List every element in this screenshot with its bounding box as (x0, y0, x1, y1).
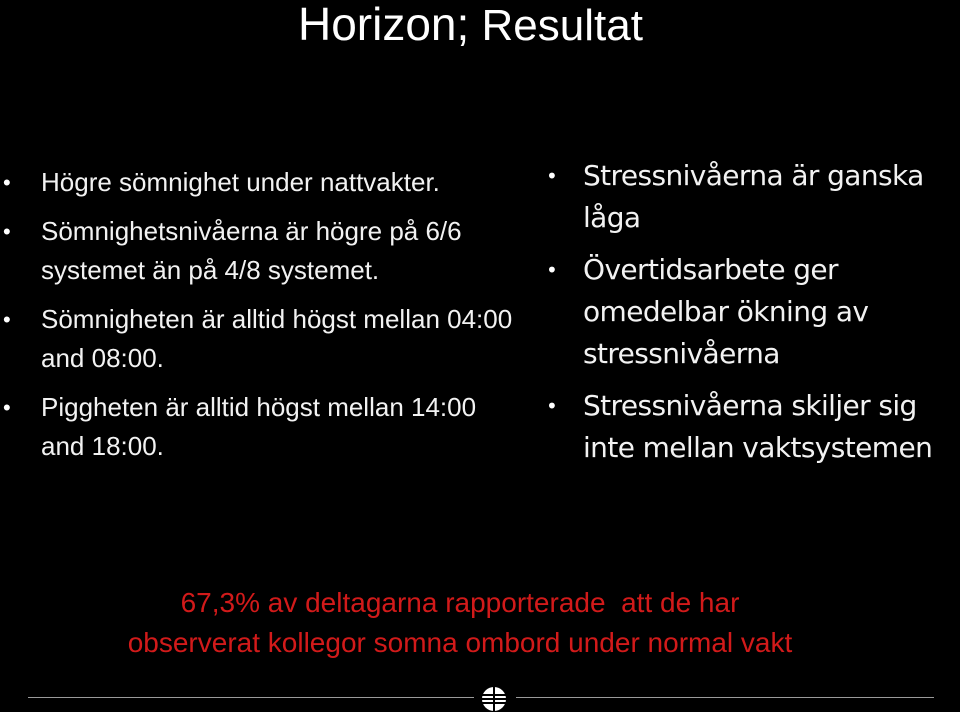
list-item (0, 212, 525, 290)
list-item (542, 249, 960, 375)
title-main: Horizon; (298, 0, 470, 50)
highlight-line-1: 67,3% av deltagarna rapporterade att de har (180, 587, 740, 618)
slide-title (298, 0, 643, 50)
bullet-icon: • (3, 307, 11, 332)
list-item (0, 388, 525, 466)
footer-divider-right (516, 697, 934, 698)
bullet-text: Sömnighetsnivåerna är högre på 6/6 systemet än på 4/8 systemet. (41, 216, 462, 285)
highlight-line-2: observerat kollegor somna ombord under normal vakt (127, 627, 793, 658)
bullet-text: Stressnivåerna skiljer sig inte mellan vaktsystemen (583, 389, 933, 464)
bullet-text: Stressnivåerna är ganska låga (583, 159, 924, 234)
list-item (0, 300, 525, 378)
list-item (542, 385, 960, 469)
bullet-icon: • (546, 164, 558, 188)
footer-divider-left (28, 697, 474, 698)
list-item (0, 163, 525, 202)
bullet-text: Sömnigheten är alltid högst mellan 04:00 and 08:00. (41, 304, 513, 373)
right-bullet-list (542, 155, 960, 479)
bullet-icon: • (546, 258, 558, 282)
title-sub: Resultat (469, 1, 643, 50)
left-bullet-list (0, 163, 525, 476)
list-item (542, 155, 960, 239)
bullet-icon: • (3, 170, 11, 195)
bullet-text: Övertidsarbete ger omedelbar ökning av stressnivåerna (583, 253, 869, 370)
bullet-text: Högre sömnighet under nattvakter. (41, 167, 440, 197)
bullet-icon: • (546, 394, 558, 418)
bullet-icon: • (3, 219, 11, 244)
bullet-text: Piggheten är alltid högst mellan 14:00 and 18:00. (41, 392, 477, 461)
highlight-statement (0, 583, 920, 663)
bullet-icon: • (3, 395, 11, 420)
globe-logo-icon (481, 686, 507, 712)
